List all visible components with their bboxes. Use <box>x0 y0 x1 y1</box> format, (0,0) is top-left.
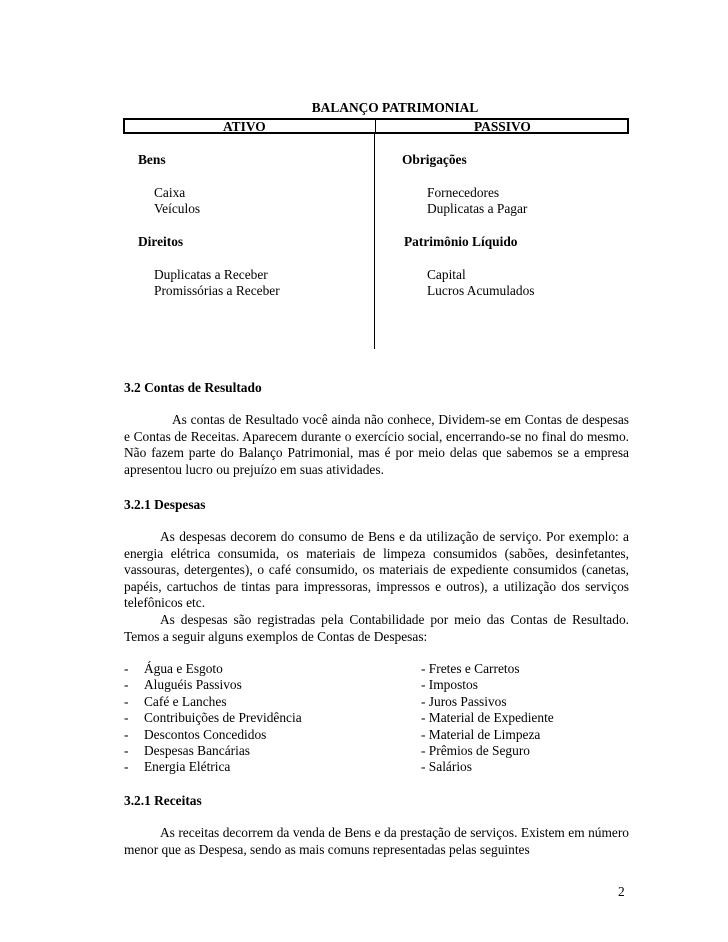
ativo-header: ATIVO <box>223 119 266 134</box>
list-item: - Fretes e Carretos <box>421 661 520 676</box>
list-item: - Café e Lanches <box>124 693 227 709</box>
expense-list-left <box>124 661 302 776</box>
balance-sheet-header <box>123 118 629 134</box>
balance-sheet-center-line <box>374 134 375 349</box>
patrimonio-liquido-title: Patrimônio Líquido <box>404 234 518 249</box>
patrimonio-item: Capital <box>427 267 466 282</box>
section-heading: 3.2.1 Receitas <box>124 793 202 808</box>
list-item: - Descontos Concedidos <box>124 726 267 742</box>
list-item: - Energia Elétrica <box>124 759 231 775</box>
list-item: - Material de Expediente <box>421 710 554 726</box>
list-item: - Impostos <box>421 677 478 693</box>
list-item: - Material de Limpeza <box>421 726 541 742</box>
paragraph <box>124 529 629 645</box>
obrigacoes-item: Duplicatas a Pagar <box>427 201 528 216</box>
header-divider <box>375 120 376 132</box>
bens-item: Veículos <box>154 201 201 216</box>
paragraph <box>124 825 629 858</box>
list-item: - Prêmios de Seguro <box>421 743 530 759</box>
passivo-header: PASSIVO <box>474 119 531 134</box>
bens-title: Bens <box>138 152 166 167</box>
list-item: - Juros Passivos <box>421 693 507 709</box>
balance-sheet-title: BALANÇO PATRIMONIAL <box>311 100 479 115</box>
paragraph-text: As despesas são registradas pela Contabilidade por meio das Contas de Resultado. Temos a seguir alguns exemplos de Contas de Despesas: <box>124 611 629 644</box>
list-item: - Aluguéis Passivos <box>124 677 242 693</box>
page-number: 2 <box>618 884 625 899</box>
section-heading: 3.2.1 Despesas <box>124 497 206 512</box>
list-item: - Água e Esgoto <box>124 661 223 676</box>
expense-list-right <box>421 661 554 776</box>
paragraph-text: As contas de Resultado você ainda não conhece, Dividem-se em Contas de despesas e Contas de Receitas. Aparecem durante o exercício social, encerrando-se no final do mesmo. Não fazem parte do Balanço Patrimonial, mas é por meio delas que sabemos se a empresa apresentou lucro ou prejuízo em suas atividades. <box>124 412 629 477</box>
direitos-item: Duplicatas a Receber <box>154 267 268 282</box>
obrigacoes-item: Fornecedores <box>427 185 500 200</box>
patrimonio-item: Lucros Acumulados <box>427 283 535 298</box>
list-item: - Salários <box>421 759 472 775</box>
bens-item: Caixa <box>154 185 186 200</box>
obrigacoes-title: Obrigações <box>402 152 467 167</box>
direitos-title: Direitos <box>138 234 184 249</box>
paragraph <box>124 412 629 478</box>
list-item: - Despesas Bancárias <box>124 743 250 759</box>
section-heading: 3.2 Contas de Resultado <box>124 380 262 395</box>
paragraph-text: As receitas decorrem da venda de Bens e da prestação de serviços. Existem em número menor que as Despesa, sendo as mais comuns representadas pelas seguintes <box>124 825 629 857</box>
paragraph-text: As despesas decorem do consumo de Bens e da utilização de serviço. Por exemplo: a energia elétrica consumida, os materiais de limpeza consumidos (sabões, desinfetantes, vassouras, detergentes), o café consumido, os materiais de expediente consumidos (canetas, papéis, cartuchos de tintas para impressoras, impressos e outros), a utilização dos serviços telefônicos etc. <box>124 529 629 611</box>
direitos-item: Promissórias a Receber <box>154 283 280 298</box>
list-item: - Contribuições de Previdência <box>124 710 302 726</box>
